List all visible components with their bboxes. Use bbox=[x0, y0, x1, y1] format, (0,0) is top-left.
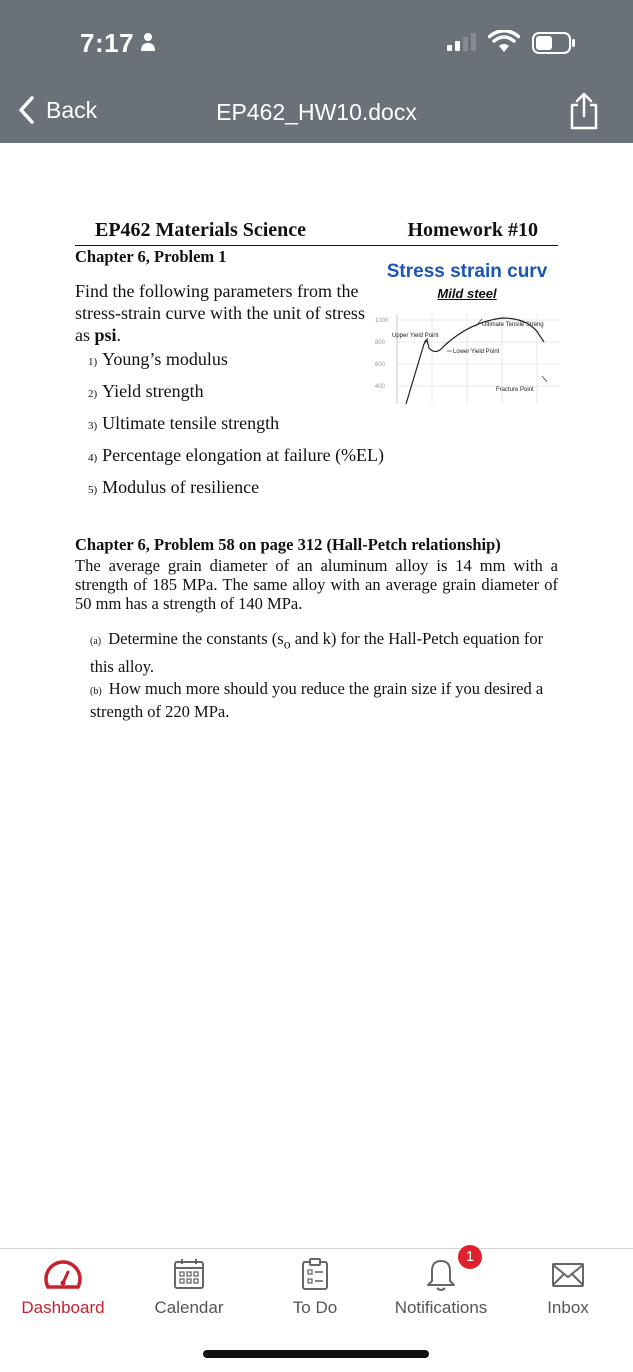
inbox-icon bbox=[550, 1257, 586, 1291]
document-viewer[interactable] bbox=[0, 143, 633, 1248]
problem2-part-a: (a) Determine the constants ($s_o$ and k) for the Hall-Petch equation for this alloy. bbox=[90, 629, 544, 677]
problem2-body: The average grain diameter of an aluminum alloy is 14 mm with a strength of 185 MPa. The same alloy with an average grain diameter of 50 mm has a strength of 140 MPa. bbox=[75, 556, 558, 613]
tab-dashboard[interactable] bbox=[0, 1249, 126, 1329]
tab-notifications[interactable] bbox=[378, 1249, 504, 1329]
share-icon[interactable] bbox=[568, 91, 600, 131]
tab-label: Dashboard bbox=[21, 1298, 105, 1317]
problem2-part-b: (b) How much more should you reduce the grain size if you desired a strength of 220 MPa. bbox=[90, 679, 544, 721]
question-item: 2) Yield strength bbox=[88, 381, 204, 401]
question-item: 4) Percentage elongation at failure (%EL) bbox=[88, 445, 385, 465]
question-item: 3) Ultimate tensile strength bbox=[88, 413, 280, 433]
person-icon bbox=[140, 32, 156, 52]
figure-title: Stress strain curv bbox=[386, 261, 548, 282]
document-title: EP462_HW10.docx bbox=[216, 99, 417, 125]
y-tick-label: 600 bbox=[375, 362, 386, 368]
tab-label: Calendar bbox=[154, 1298, 224, 1317]
todo-icon bbox=[299, 1257, 331, 1291]
tab-calendar[interactable] bbox=[126, 1249, 252, 1329]
homework-title: Homework #10 bbox=[407, 219, 538, 241]
tab-label: Inbox bbox=[547, 1298, 589, 1317]
annotation-ultimate: Ultimate Tensile Streng bbox=[482, 322, 544, 328]
bell-icon bbox=[425, 1257, 457, 1293]
todo-badge: 1 bbox=[458, 1245, 482, 1269]
top-bar bbox=[0, 0, 633, 143]
tab-label: To Do bbox=[292, 1298, 338, 1317]
question-item: 5) Modulus of resilience bbox=[88, 477, 260, 497]
course-title: EP462 Materials Science bbox=[95, 219, 307, 241]
annotation-lower-yield: Lower Yield Point bbox=[453, 349, 500, 355]
stress-strain-plot bbox=[372, 304, 562, 409]
question-item: 1) Young’s modulus bbox=[88, 349, 228, 369]
status-time: 7:17 bbox=[80, 28, 135, 58]
calendar-icon bbox=[172, 1257, 206, 1291]
tab-label: Notifications bbox=[394, 1298, 488, 1317]
document-header bbox=[75, 219, 558, 246]
home-indicator bbox=[203, 1350, 429, 1358]
y-tick-label: 1000 bbox=[375, 318, 389, 324]
problem1-title: Chapter 6, Problem 1 bbox=[75, 247, 227, 266]
back-label: Back bbox=[46, 96, 98, 123]
tab-inbox[interactable] bbox=[505, 1249, 631, 1329]
problem1-intro: Find the following parameters from the stress-strain curve with the unit of stress as psi. bbox=[75, 281, 365, 345]
annotation-upper-yield: Upper Yield Point bbox=[392, 333, 439, 339]
stress-strain-figure bbox=[372, 258, 562, 408]
battery-icon bbox=[532, 32, 576, 54]
figure-subtitle: Mild steel bbox=[437, 286, 497, 301]
y-tick-label: 400 bbox=[375, 384, 386, 390]
y-tick-label: 800 bbox=[375, 340, 386, 346]
cellular-signal-icon bbox=[446, 32, 480, 52]
dashboard-icon bbox=[43, 1257, 83, 1293]
wifi-icon bbox=[488, 30, 520, 54]
problem2-title: Chapter 6, Problem 58 on page 312 (Hall-Petch relationship) bbox=[75, 535, 501, 554]
annotation-fracture: Fracture Point bbox=[496, 387, 534, 393]
